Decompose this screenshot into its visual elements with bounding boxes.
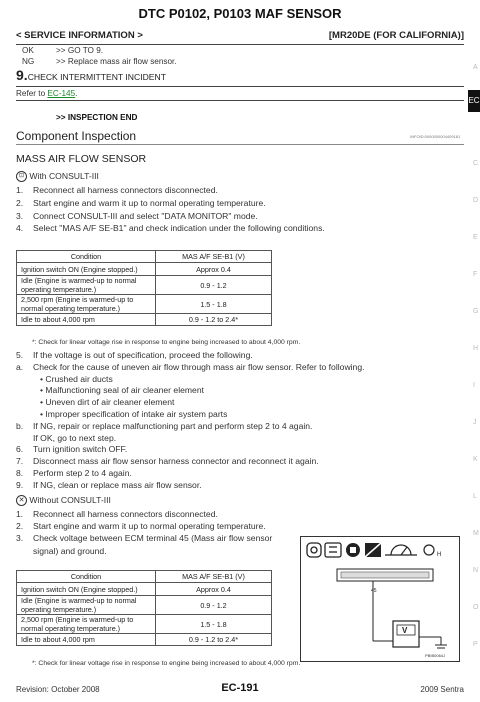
step-number: 3. [16,533,24,544]
step-divider [16,86,464,87]
step-number: 3. [16,210,24,221]
diagram-svg [301,537,459,661]
table-row [17,634,272,646]
harness-icon [325,543,341,557]
step-9-heading [16,67,166,83]
voltage-cell: 0.9 - 1.2 to 2.4* [156,314,272,326]
condition-cell: Idle to about 4,000 rpm [17,634,156,646]
step-text: Perform step 2 to 4 again. [33,468,132,478]
side-index-letter: A [473,64,478,71]
step-text: Turn ignition switch OFF. [33,444,128,455]
refer-suffix: . [75,89,78,98]
step-number: 6. [16,444,24,455]
step-number: 5. [16,350,24,360]
condition-cell: Ignition switch ON (Engine stopped.) [17,263,156,276]
table-header-condition: Condition [17,251,156,263]
step-text: Check for the cause of uneven air flow through mass air flow sensor. Refer to following. [33,361,365,372]
result-ok [22,46,103,55]
step-text: If NG, clean or replace mass air flow sensor. [33,479,202,490]
table-header-condition: Condition [17,571,156,583]
diagram-code: PBIB0064J [425,653,446,658]
meter-label: V [402,626,408,635]
voltage-cell: 0.9 - 1.2 [156,596,272,615]
step-number: 9. [16,67,28,83]
side-index-letter: I [473,382,475,389]
table-row [17,596,272,615]
header-divider [16,44,464,45]
h-label: H [437,552,442,558]
voltage-cell: 1.5 - 1.8 [156,615,272,634]
step-number: a. [16,361,24,372]
without-consult-steps [16,508,316,560]
side-index-letter: F [473,271,478,278]
step-text: If OK, go to next step. [33,432,117,443]
component-inspection-title: Component Inspection [16,129,137,143]
connector-icon [307,543,321,557]
with-consult-label [16,170,99,183]
refer-line [16,89,77,98]
step-number: 2. [16,521,24,532]
side-index-letter: O [473,604,479,611]
side-index-letter: E [473,234,478,241]
condition-cell: 2,500 rpm (Engine is warmed-up to normal operating temperature.) [17,615,156,634]
result-ng [22,57,177,66]
model-year: 2009 Sentra [420,685,464,694]
step-number: 7. [16,456,24,467]
model-label: [MR20DE (FOR CALIFORNIA)] [328,30,464,41]
step-text: Start engine and warm it up to normal operating temperature. [33,197,266,208]
result-text: >> GO TO 9. [56,46,104,55]
refer-link[interactable]: EC-145 [47,89,76,98]
wiring-diagram [300,536,460,662]
refer-divider [16,100,464,101]
table-row [17,276,272,295]
voltage-cell: Approx 0.4 [156,263,272,276]
refer-prefix: Refer to [16,89,48,98]
voltage-cell: 0.9 - 1.2 [156,276,272,295]
condition-cell: Idle (Engine is warmed-up to normal operating temperature.) [17,276,156,295]
section-header [16,30,464,44]
revision-label: Revision: October 2008 [16,685,100,694]
table-row [17,615,272,634]
step-text: Connect CONSULT-III and select "DATA MONITOR" mode. [33,210,258,221]
table-row [17,263,272,276]
step-text: Reconnect all harness connectors disconnected. [33,185,218,195]
inspection-end: >> INSPECTION END [56,113,138,122]
component-divider [16,144,464,145]
no-consult-icon: ✕ [16,495,27,506]
without-consult-label [16,494,111,507]
condition-cell: Idle (Engine is warmed-up to normal operating temperature.) [17,596,156,615]
voltage-cell: 1.5 - 1.8 [156,295,272,314]
procedure-steps [16,349,466,499]
step-number: 1. [16,509,24,519]
voltmeter-icon [385,545,417,555]
step-number: 8. [16,468,24,478]
step-number: 2. [16,197,24,208]
disconnect-icon [365,543,381,557]
step-text: signal) and ground. [33,545,107,556]
page-number: EC-191 [221,682,259,694]
side-index-letter: K [473,456,478,463]
with-consult-steps [16,184,456,236]
result-key: NG [22,57,35,66]
section-tab-ec[interactable]: EC [468,90,480,112]
side-index-letter: H [473,345,479,352]
step-text: If NG, repair or replace malfunctioning part and perform step 2 to 4 again. [33,420,313,431]
with-consult-text: With CONSULT-III [29,171,99,181]
consult-icon: ⊡ [16,171,27,182]
side-index-letter: D [473,197,479,204]
condition-cell: Ignition switch ON (Engine stopped.) [17,583,156,596]
table-header-voltage: MAS A/F SE-B1 (V) [156,251,272,263]
info-id: INFOID:0000000004409181 [410,134,461,139]
table-header-voltage: MAS A/F SE-B1 (V) [156,571,272,583]
plug-icon [346,543,360,557]
step-text: Check voltage between ECM terminal 45 (Mass air flow sensor [33,533,273,544]
step-text: • Improper specification of intake air system parts [40,409,228,419]
page-title: DTC P0102, P0103 MAF SENSOR [138,6,342,21]
step-text: Reconnect all harness connectors disconnected. [33,509,218,519]
side-index-letter: M [473,530,479,537]
without-consult-text: Without CONSULT-III [29,495,111,505]
step-number: 1. [16,185,24,195]
table-row [17,314,272,326]
side-index-letter: N [473,567,479,574]
step-number: 4. [16,223,24,234]
step-text: Select "MAS A/F SE-B1" and check indication under the following conditions. [33,223,325,234]
voltage-cell: 0.9 - 1.2 to 2.4* [156,634,272,646]
result-text: >> Replace mass air flow sensor. [56,57,177,66]
table-note: *: Check for linear voltage rise in response to engine being increased to about 4,000 rpm. [32,339,301,346]
step-text: • Crushed air ducts [40,373,113,384]
sensor-title: MASS AIR FLOW SENSOR [16,153,147,165]
step-number: b. [16,420,24,431]
step-number: 9. [16,479,24,490]
step-text: CHECK INTERMITTENT INCIDENT [27,72,166,82]
side-index-letter: L [473,493,477,500]
step-text: • Malfunctioning seal of air cleaner element [40,385,204,396]
result-key: OK [22,46,34,55]
spec-table-ecm [16,570,272,646]
spec-table-consult [16,250,272,326]
terminal-label: 45 [371,588,377,594]
table-note: *: Check for linear voltage rise in response to engine being increased to about 4,000 rpm. [32,660,301,667]
ground-icon [424,545,434,555]
condition-cell: 2,500 rpm (Engine is warmed-up to normal operating temperature.) [17,295,156,314]
step-text: • Uneven dirt of air cleaner element [40,397,175,408]
side-index-letter: J [473,419,477,426]
table-row [17,583,272,596]
voltage-cell: Approx 0.4 [156,583,272,596]
step-text: Disconnect mass air flow sensor harness connector and reconnect it again. [33,456,319,467]
step-text: Start engine and warm it up to normal operating temperature. [33,521,266,532]
condition-cell: Idle to about 4,000 rpm [17,314,156,326]
side-index-letter: C [473,160,479,167]
section-label: < SERVICE INFORMATION > [16,30,143,41]
side-index-letter: G [473,308,479,315]
step-text: If the voltage is out of specification, proceed the following. [33,350,253,360]
table-row [17,295,272,314]
side-index-letter: P [473,641,478,648]
